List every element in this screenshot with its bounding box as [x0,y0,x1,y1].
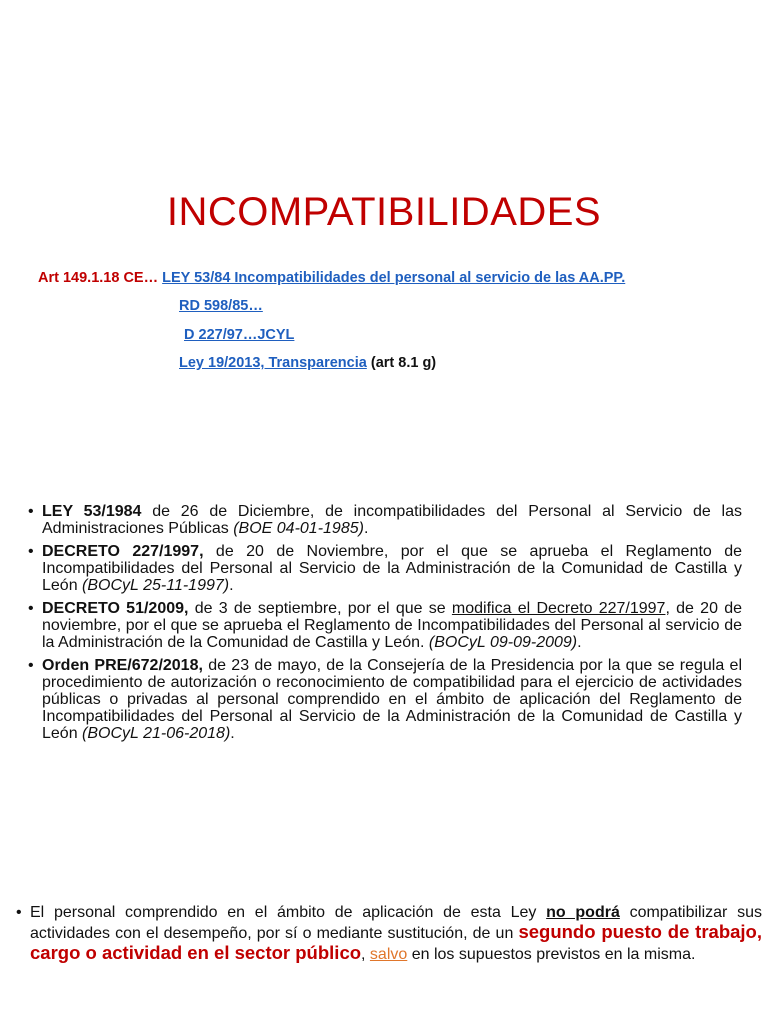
item-title: LEY 53/1984 [42,503,142,520]
summary-item [16,903,762,964]
item-title: DECRETO 227/1997, [42,543,204,560]
rd-598-85-link[interactable]: RD 598/85… [179,298,263,314]
item-text: de 3 de septiembre, por el que se [188,600,452,617]
no-podra-emphasis: no podrá [546,904,620,921]
ley-19-2013-link[interactable]: Ley 19/2013, Transparencia [179,355,367,371]
summary-text-2: compatibilizar sus actividades con el desempeño, por sí o mediante sustitución, de un [30,904,763,942]
item-text: de 23 de mayo, de la Consejería de la Presidencia por la que se regula el procedimiento de autorización o reconocimiento de compatibilidad para el ejercicio de actividades públicas o privadas al personal comprendido en el ámbito de aplicación del Reglamento de Incompatibilidades del Personal al Servicio de la Administración de la Comunidad de Castilla y León [42,657,742,742]
list-item [28,657,742,742]
summary-text-3: en los supuestos previstos en la misma. [407,946,696,963]
item-title: DECRETO 51/2009, [42,600,189,617]
item-citation: (BOCyL 09-09-2009) [428,634,578,651]
item-citation: (BOCyL 21-06-2018) [82,725,231,742]
list-item [28,543,742,594]
item-text: de 20 de Noviembre, por el que se aprueba el Reglamento de Incompatibilidades del Personal al Servicio de la Administración de la Comunidad de Castilla y León [42,543,743,594]
d-227-97-link[interactable]: D 227/97…JCYL [184,327,295,343]
legislation-list [28,503,742,748]
item-underlined: modifica el Decreto 227/1997 [451,600,666,617]
ley-53-84-link[interactable]: LEY 53/84 Incompatibilidades del personal al servicio de las AA.PP. [162,270,626,286]
item-text-2: , de 20 de noviembre, por el que se aprueba el Reglamento de Incompatibilidades del Personal al servicio de la Administración de la Comunidad de Castilla y León. [42,600,743,651]
art-reference: Art 149.1.18 CE… [38,270,159,286]
item-title: Orden PRE/672/2018, [42,657,203,674]
ley-19-article: (art 8.1 g) [370,355,437,371]
salvo-link[interactable]: salvo [369,946,408,963]
page-title: INCOMPATIBILIDADES [166,190,602,234]
list-item [28,600,742,651]
second-post-highlight: segundo puesto de trabajo, cargo o actividad en el sector público [30,921,762,963]
item-citation: (BOE 04-01-1985) [233,520,364,537]
summary-block [16,903,762,970]
summary-text: El personal comprendido en el ámbito de aplicación de esta Ley [30,904,547,921]
item-citation: (BOCyL 25-11-1997) [82,577,230,594]
item-end: . [229,577,234,594]
list-item [28,503,742,537]
item-text: de 26 de Diciembre, de incompatibilidades del Personal al Servicio de las Administraciones Públicas [42,503,743,537]
item-end: . [363,520,369,537]
summary-comma: , [361,946,370,963]
item-end: . [577,634,582,651]
item-end: . [230,725,235,742]
